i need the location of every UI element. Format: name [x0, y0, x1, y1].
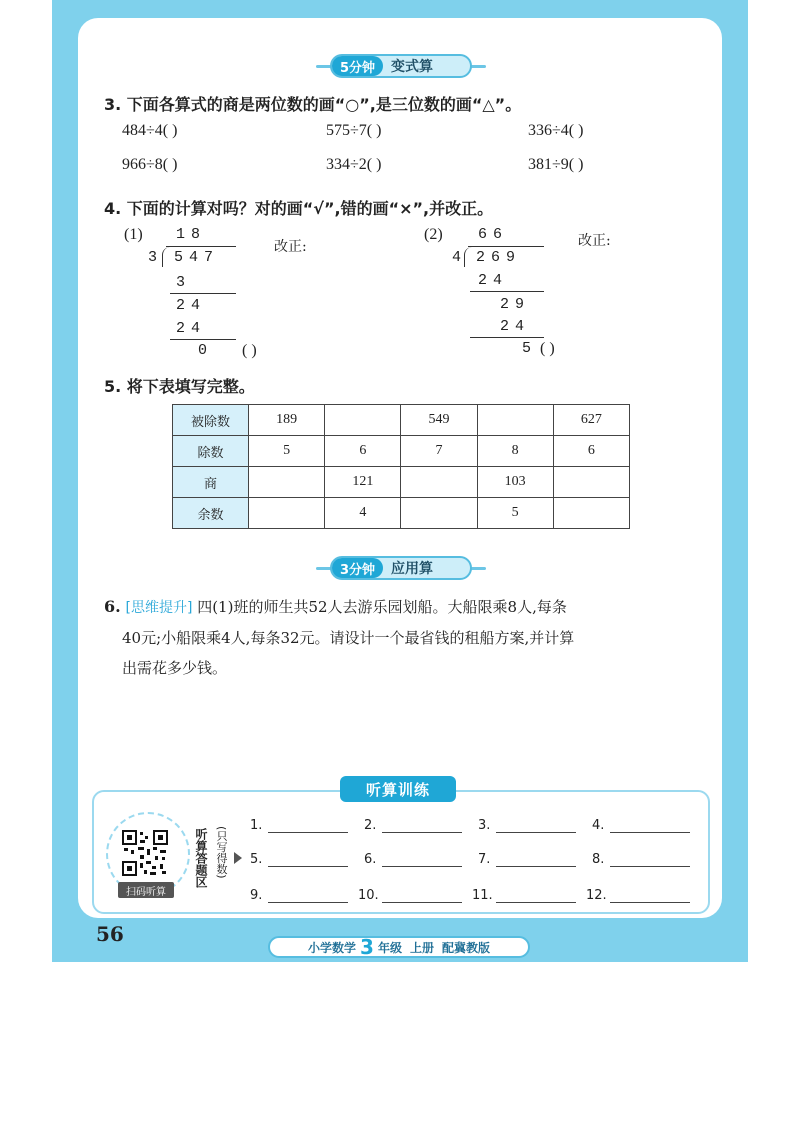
question-6-line-3: 出需花多少钱。	[122, 659, 228, 677]
blank-number: 12.	[586, 888, 607, 903]
row-header: 商	[173, 467, 249, 498]
blank-number: 7.	[478, 852, 491, 867]
term-label: 上册	[409, 940, 434, 955]
remainder: 5	[522, 340, 538, 357]
table-cell[interactable]	[401, 467, 477, 498]
answer-area-label: 听算答题区	[194, 828, 208, 888]
quotient: 66	[478, 226, 509, 243]
table-cell[interactable]	[249, 498, 325, 529]
work-step: 3	[176, 274, 192, 291]
dividend: 547	[174, 249, 220, 266]
correction-label: 改正:	[274, 239, 307, 255]
row-header: 被除数	[173, 405, 249, 436]
q3-expr: 966÷8( )	[122, 156, 178, 173]
section-time-badge: 3分钟	[332, 558, 383, 578]
table-cell: 627	[553, 405, 629, 436]
table-cell: 103	[477, 467, 553, 498]
blank-number: 10.	[358, 888, 379, 903]
work-step: 24	[500, 318, 531, 335]
correction-label: 改正:	[578, 233, 611, 249]
table-cell: 4	[325, 498, 401, 529]
table-cell: 5	[249, 436, 325, 467]
section-header-2	[316, 556, 486, 580]
fill-in-table	[172, 404, 630, 529]
table-cell[interactable]	[553, 467, 629, 498]
blank-number: 6.	[364, 852, 377, 867]
answer-blank[interactable]	[382, 832, 462, 833]
answer-blank[interactable]	[496, 866, 576, 867]
section-time-badge: 5分钟	[332, 56, 383, 76]
answer-blank[interactable]	[382, 866, 462, 867]
question-5-text: 5. 将下表填写完整。	[104, 377, 255, 396]
pointer-arrow-icon	[234, 852, 242, 864]
table-cell: 121	[325, 467, 401, 498]
table-cell[interactable]	[249, 467, 325, 498]
question-number: 6.	[104, 597, 121, 616]
work-step: 29	[500, 296, 531, 313]
table-cell: 6	[325, 436, 401, 467]
blank-number: 11.	[472, 888, 493, 903]
blank-number: 3.	[478, 818, 491, 833]
row-header: 除数	[173, 436, 249, 467]
blank-number: 2.	[364, 818, 377, 833]
divisor: 3	[148, 249, 164, 266]
divisor: 4	[452, 249, 468, 266]
edition-label: 配冀教版	[441, 940, 490, 955]
table-row	[173, 436, 630, 467]
listening-title: 听算训练	[340, 776, 456, 802]
answer-blank[interactable]	[610, 832, 690, 833]
grade-label: 年级	[377, 940, 402, 955]
q3-expr: 381÷9( )	[528, 156, 584, 173]
problem-label: (2)	[424, 226, 443, 243]
section-title: 应用算	[391, 561, 434, 577]
blank-number: 9.	[250, 888, 263, 903]
qr-code-icon[interactable]	[122, 830, 168, 876]
question-3-text: 3. 下面各算式的商是两位数的画“○”,是三位数的画“△”。	[104, 95, 522, 114]
table-row	[173, 405, 630, 436]
question-6	[104, 592, 704, 683]
table-cell: 189	[249, 405, 325, 436]
table-row	[173, 498, 630, 529]
subject-label: 小学数学	[308, 940, 357, 955]
blank-number: 5.	[250, 852, 263, 867]
work-step: 24	[176, 320, 207, 337]
section-header-1	[316, 54, 486, 78]
question-6-line-1: 四(1)班的师生共52人去游乐园划船。大船限乘8人,每条	[197, 598, 567, 616]
table-cell[interactable]	[325, 405, 401, 436]
table-cell: 549	[401, 405, 477, 436]
question-6-line-2: 40元;小船限乘4人,每条32元。请设计一个最省钱的租船方案,并计算	[122, 629, 575, 647]
row-header: 余数	[173, 498, 249, 529]
section-title: 变式算	[391, 59, 434, 75]
answer-blank[interactable]	[268, 832, 348, 833]
answer-blank[interactable]	[496, 832, 576, 833]
answer-mark-blank: ( )	[242, 342, 257, 359]
question-4-text: 4. 下面的计算对吗？对的画“√”,错的画“×”,并改正。	[104, 199, 494, 218]
q3-expr: 484÷4( )	[122, 122, 178, 139]
table-cell: 8	[477, 436, 553, 467]
work-step: 24	[478, 272, 509, 289]
answer-blank[interactable]	[610, 866, 690, 867]
q3-expr: 336÷4( )	[528, 122, 584, 139]
table-cell: 6	[553, 436, 629, 467]
grade-number: 3	[360, 935, 374, 959]
work-step: 24	[176, 297, 207, 314]
thinking-tag: [思维提升]	[125, 600, 193, 616]
answer-blank[interactable]	[496, 902, 576, 903]
remainder: 0	[198, 342, 214, 359]
table-cell[interactable]	[477, 405, 553, 436]
answer-area-note: (只写得数)	[215, 826, 228, 879]
q3-expr: 334÷2( )	[326, 156, 382, 173]
answer-blank[interactable]	[382, 902, 462, 903]
quotient: 18	[176, 226, 207, 243]
table-cell: 5	[477, 498, 553, 529]
table-cell: 7	[401, 436, 477, 467]
dividend: 269	[476, 249, 522, 266]
page-number: 56	[96, 922, 124, 946]
book-info-banner	[268, 936, 530, 958]
q3-expr: 575÷7( )	[326, 122, 382, 139]
blank-number: 1.	[250, 818, 263, 833]
blank-number: 8.	[592, 852, 605, 867]
table-cell[interactable]	[401, 498, 477, 529]
answer-blank[interactable]	[268, 902, 348, 903]
scan-label: 扫码听算	[118, 882, 174, 898]
blank-number: 4.	[592, 818, 605, 833]
answer-mark-blank: ( )	[540, 340, 555, 357]
answer-blank[interactable]	[610, 902, 690, 903]
problem-label: (1)	[124, 226, 143, 243]
table-cell[interactable]	[553, 498, 629, 529]
table-row	[173, 467, 630, 498]
answer-blank[interactable]	[268, 866, 348, 867]
